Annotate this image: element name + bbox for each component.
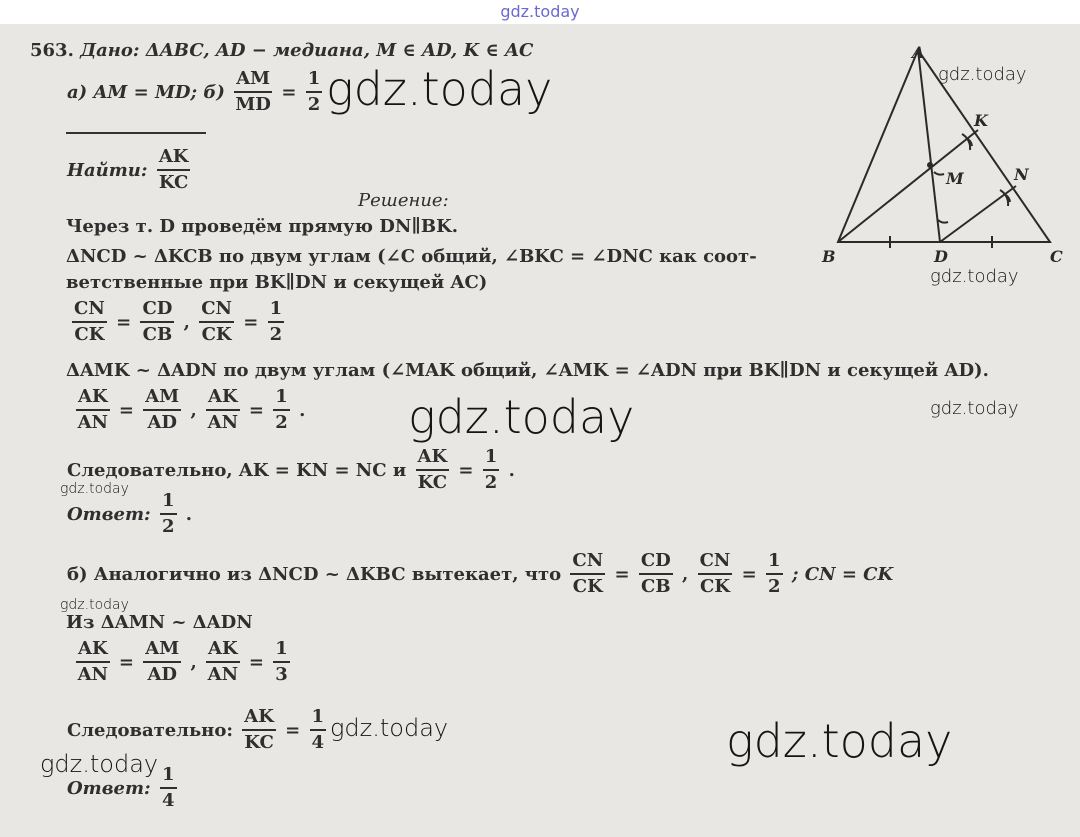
fraction xyxy=(570,552,605,596)
watermark: gdz.today xyxy=(326,62,553,116)
fraction-denominator: AN xyxy=(77,412,109,433)
fraction-numerator: CN xyxy=(570,552,605,575)
fraction-numerator: 1 xyxy=(483,448,500,471)
fraction-numerator: 1 xyxy=(160,492,177,515)
label-d: D xyxy=(934,247,948,266)
fraction-denominator: MD xyxy=(235,94,271,115)
label-a: A xyxy=(912,43,925,62)
fraction-numerator: AK xyxy=(76,388,110,411)
fraction-denominator: 2 xyxy=(275,412,288,433)
fraction xyxy=(206,640,240,684)
label-c: C xyxy=(1050,247,1063,266)
part-b-line-2: Из ΔAMN ~ ΔADN xyxy=(66,612,253,633)
answer-label: Ответ: xyxy=(67,777,151,799)
fraction xyxy=(416,448,450,492)
fraction-denominator: KC xyxy=(158,172,189,193)
fraction-denominator: CB xyxy=(641,576,671,597)
equals-sign: = xyxy=(248,651,265,673)
answer-fraction xyxy=(160,492,177,536)
top-watermark: gdz.today xyxy=(500,2,580,21)
fraction-denominator: CK xyxy=(572,576,603,597)
fraction xyxy=(199,300,234,344)
fraction-numerator: CN xyxy=(698,552,733,575)
fraction xyxy=(698,552,733,596)
comma: , xyxy=(190,399,197,421)
fraction-numerator: CN xyxy=(199,300,234,323)
find-line xyxy=(66,148,192,192)
condition-a: а) AM = MD; б) xyxy=(67,81,225,103)
angle-arc xyxy=(938,220,948,223)
fraction-numerator: AK xyxy=(416,448,450,471)
fraction-denominator: 2 xyxy=(307,94,321,115)
given-divider xyxy=(66,132,206,134)
watermark: gdz.today xyxy=(726,714,953,768)
fraction xyxy=(143,640,181,684)
fraction-denominator: CK xyxy=(74,324,105,345)
fraction-denominator: CK xyxy=(201,324,232,345)
part-b-intro: б) Аналогично из ΔNCD ~ ΔKBC вытекает, что xyxy=(67,563,562,585)
fraction xyxy=(72,300,107,344)
proportion-row-1 xyxy=(70,300,286,344)
solution-line-2: ΔNCD ~ ΔKCB по двум углам (∠C общий, ∠BKC = ∠DNC как соот- xyxy=(66,246,757,267)
label-b: B xyxy=(822,247,836,266)
fraction-denominator: 2 xyxy=(484,472,498,493)
fraction-denominator: 2 xyxy=(269,324,283,345)
fraction-numerator: AM xyxy=(143,388,181,411)
equals-sign: = xyxy=(118,399,134,421)
fraction xyxy=(242,708,276,752)
solution-line-1: Через т. D проведём прямую DN∥BK. xyxy=(66,216,458,237)
proportion-row-2 xyxy=(74,388,306,432)
comma: , xyxy=(183,311,190,333)
part-b-tail: ; CN = CK xyxy=(791,563,894,585)
fraction-numerator: 1 xyxy=(273,640,290,663)
fraction-numerator: AK xyxy=(157,148,191,171)
ratio-value xyxy=(306,70,323,114)
period: . xyxy=(299,399,306,421)
fraction xyxy=(310,708,327,752)
fraction-numerator: AM xyxy=(143,640,181,663)
conclusion-text: Следовательно: xyxy=(67,719,233,741)
fraction-numerator: 1 xyxy=(273,388,290,411)
watermark: gdz.today xyxy=(930,266,1019,287)
fraction-denominator: 2 xyxy=(161,516,175,537)
fraction xyxy=(76,388,110,432)
fraction-numerator: 1 xyxy=(160,766,177,789)
conclusion-line xyxy=(66,448,516,492)
equals-sign: = xyxy=(243,311,259,333)
fraction-denominator: CB xyxy=(142,324,173,345)
find-label: Найти: xyxy=(67,159,148,181)
watermark: gdz.today xyxy=(40,750,159,778)
part-b-line-1 xyxy=(66,552,894,596)
part-b-proportion-row xyxy=(74,640,292,684)
equals-sign: = xyxy=(116,311,132,333)
fraction xyxy=(140,300,174,344)
fraction-denominator: AD xyxy=(147,664,178,685)
fraction xyxy=(268,300,285,344)
fraction-denominator: KC xyxy=(244,732,274,753)
angle-arc xyxy=(934,172,944,175)
fraction-denominator: CK xyxy=(700,576,730,597)
fraction-numerator: 1 xyxy=(310,708,327,731)
fraction-denominator: AN xyxy=(207,412,239,433)
fraction-denominator: AN xyxy=(77,664,109,685)
fraction xyxy=(206,388,240,432)
fraction-numerator: AK xyxy=(242,708,276,731)
equals-sign: = xyxy=(614,563,630,585)
fraction-numerator: AM xyxy=(234,70,272,93)
period: . xyxy=(185,503,193,525)
period: . xyxy=(508,459,515,481)
equals-sign: = xyxy=(458,459,474,481)
fraction-denominator: 4 xyxy=(311,732,325,753)
conditions-line xyxy=(66,70,324,114)
given-label: Дано: xyxy=(80,40,140,61)
fraction xyxy=(273,640,290,684)
problem-header xyxy=(30,40,533,61)
fraction-numerator: CD xyxy=(140,300,174,323)
fraction-denominator: 2 xyxy=(768,576,781,597)
fraction-numerator: AK xyxy=(76,640,110,663)
fraction-denominator: AD xyxy=(147,412,178,433)
answer-label: Ответ: xyxy=(67,503,151,525)
fraction-numerator: 1 xyxy=(306,70,323,93)
conclusion-text: Следовательно, AK = KN = NC и xyxy=(67,459,407,481)
solution-line-4: ΔAMK ~ ΔADN по двум углам (∠MAK общий, ∠AMK = ∠ADN при BK∥DN и секущей AD). xyxy=(66,360,989,381)
fraction xyxy=(273,388,290,432)
fraction xyxy=(76,640,110,684)
fraction-denominator: 3 xyxy=(275,664,288,685)
point-m xyxy=(927,162,933,168)
part-b-conclusion xyxy=(66,708,328,752)
solution-line-3: ветственные при BK∥DN и секущей AC) xyxy=(66,272,488,293)
fraction-numerator: CD xyxy=(639,552,673,575)
fraction-numerator: AK xyxy=(206,640,240,663)
watermark: gdz.today xyxy=(408,390,635,444)
equals-sign: = xyxy=(118,651,134,673)
equals-sign: = xyxy=(285,719,301,741)
fraction xyxy=(143,388,181,432)
ratio-am-md xyxy=(234,70,272,114)
fraction-numerator: CN xyxy=(72,300,107,323)
equals-sign: = xyxy=(281,81,297,103)
watermark: gdz.today xyxy=(930,398,1019,419)
answer-fraction xyxy=(160,766,177,810)
comma: , xyxy=(190,651,197,673)
problem-number: 563. xyxy=(30,40,74,61)
fraction-numerator: 1 xyxy=(766,552,783,575)
fraction-denominator: KC xyxy=(417,472,448,493)
comma: , xyxy=(682,563,689,585)
watermark: gdz.today xyxy=(330,714,449,742)
answer-a-line xyxy=(66,492,193,536)
given-text: ΔABC, AD − медиана, M ∈ AD, K ∈ AC xyxy=(145,40,534,61)
watermark: gdz.today xyxy=(60,481,129,497)
fraction xyxy=(639,552,673,596)
watermark: gdz.today xyxy=(938,64,1027,85)
label-k: K xyxy=(974,111,988,130)
fraction-numerator: 1 xyxy=(268,300,285,323)
fraction-denominator: AN xyxy=(207,664,239,685)
label-n: N xyxy=(1014,165,1029,184)
fraction xyxy=(483,448,500,492)
fraction-denominator: 4 xyxy=(161,790,175,811)
label-m: M xyxy=(946,169,964,188)
equals-sign: = xyxy=(741,563,757,585)
find-ratio xyxy=(157,148,191,192)
watermark: gdz.today xyxy=(60,597,129,613)
fraction xyxy=(766,552,783,596)
solution-title: Решение: xyxy=(358,190,449,211)
equals-sign: = xyxy=(248,399,265,421)
fraction-numerator: AK xyxy=(206,388,240,411)
